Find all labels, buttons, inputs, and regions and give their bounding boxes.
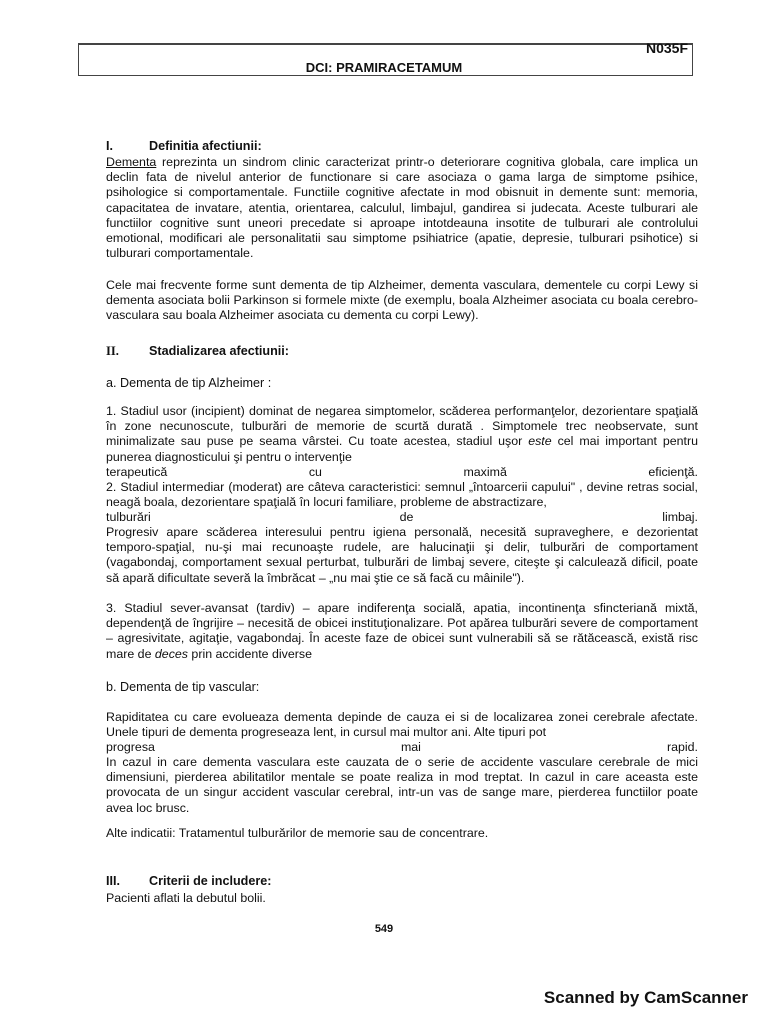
page-number: 549: [374, 923, 394, 935]
section-1-heading: [106, 139, 262, 153]
vascular-split-line: progresa mai rapid.: [106, 740, 698, 754]
section-1-title: Definitia afectiunii:: [149, 139, 262, 153]
section-1-paragraph-2: Cele mai frecvente forme sunt dementa de tip Alzheimer, dementa vasculara, dementele cu corpi Lewy si dementa asociata bolii Parkinson si formele mixte (de exemplu, boala Alzheimer asociata cu boala cerebro-vasculara sau boala Alzheimer asociata cu dementa cu corpi Lewy).: [106, 278, 698, 323]
stage-2-split-line: tulburări de limbaj.: [106, 510, 698, 524]
section-3-number: III.: [106, 874, 120, 888]
section-1-paragraph-1: Dementa reprezinta un sindrom clinic caracterizat printr-o deteriorare cognitiva globala, care implica un declin fata de nivelul anterior de functionare si care asociaza o gama larga de simptome psihice, psihologice si comportamentale. Functiile cognitive afectate in mod obisnuit in demente sunt: memoria, capacitatea de invatare, atentia, orientarea, calculul, limbajul, gandirea si judecata. Aceste tulburari ale functiilor cognitive sunt uneori precedate si aproape intotdeauna insotite de tulburari ale controlului emotional, modificari ale personalitatii sau simptome psihiatrice (apatie, depresie, tulburari psihotice) si tulburari comportamentale.: [106, 155, 698, 261]
scanner-watermark: Scanned by CamScanner: [543, 988, 748, 1007]
section-3-heading: [106, 874, 271, 888]
other-indications: Alte indicatii: Tratamentul tulburărilor de memorie sau de concentrare.: [106, 826, 489, 840]
dementa-term: Dementa: [106, 155, 157, 169]
stage-1-last-line: terapeutică cu maximă eficienţă.: [106, 465, 698, 479]
section-2-number: II.: [106, 344, 119, 358]
document-code: N035F: [645, 40, 688, 56]
section-3-text: Pacienti aflati la debutul bolii.: [106, 891, 266, 905]
stage-2-continuation: Progresiv apare scăderea interesului pentru igiena personală, necesită supraveghere, e dezorientat temporo-spaţial, nu-şi mai recunoaşte rudele, are halucinaţii şi delir, tulburări de comportament (vagabondaj, comportament sexual perturbat, tulburări de limbaj severe, citeşte şi calculează dificil, poate să apară dificultate severă la îmbrăcat – „nu mai ştie ce să facă cu mâinile").: [106, 525, 698, 585]
stage-2-text: 2. Stadiul intermediar (moderat) are câteva caracteristici: semnul „întoarcerii capului" , devine retras social, neagă boala, dezorientare spaţială în locuri familiare, probleme de abstractizare,: [106, 480, 698, 510]
section-1-number: I.: [106, 139, 113, 153]
stage-3-text: 3. Stadiul sever-avansat (tardiv) – apare indiferenţa socială, apatia, incontinenţa sfincteriană mixtă, dependenţă de îngrijire – necesită de obicei instituţionalizare. Pot apărea tulburări severe de comportament – agresivitate, agitaţie, vagabondaj. În aceste faze de obicei sunt vulnerabili să se rătăcească, există risc mare de deces prin accidente diverse: [106, 601, 698, 661]
dci-title: DCI: PRAMIRACETAMUM: [305, 60, 463, 75]
vascular-paragraph: Rapiditatea cu care evolueaza dementa depinde de cauza ei si de localizarea zonei cerebrale afectate. Unele tipuri de dementa progreseaza lent, in cursul mai multor ani. Alte tipuri pot: [106, 710, 698, 740]
vascular-paragraph-2: In cazul in care dementa vasculara este cauzata de o serie de accidente vasculare cerebrale de mici dimensiuni, pierderea abilitatilor mentale se poate realiza in mod treptat. In cazul in care aceasta este provocata de un singur accident vascular cerebral, intr-un vas de sange mare, pierderea functiilor poate avea loc brusc.: [106, 755, 698, 815]
stage-1-text: 1. Stadiul usor (incipient) dominat de negarea simptomelor, scăderea performanţelor, dezorientare spaţială în zone necunoscute, tulburări de memorie de scurtă durată . Simptomele trec neobservate, sunt minimalizate sau puse pe seama vârstei. Cu toate acestea, stadiul uşor este cel mai important pentru punerea diagnosticului şi pentru o intervenţie: [106, 404, 699, 464]
section-2-heading: [106, 344, 289, 359]
subsection-a-label: a. Dementa de tip Alzheimer :: [106, 376, 272, 390]
subsection-b-label: b. Dementa de tip vascular:: [106, 680, 260, 694]
section-3-title: Criterii de includere:: [149, 874, 272, 888]
section-2-title: Stadializarea afectiunii:: [149, 344, 289, 358]
